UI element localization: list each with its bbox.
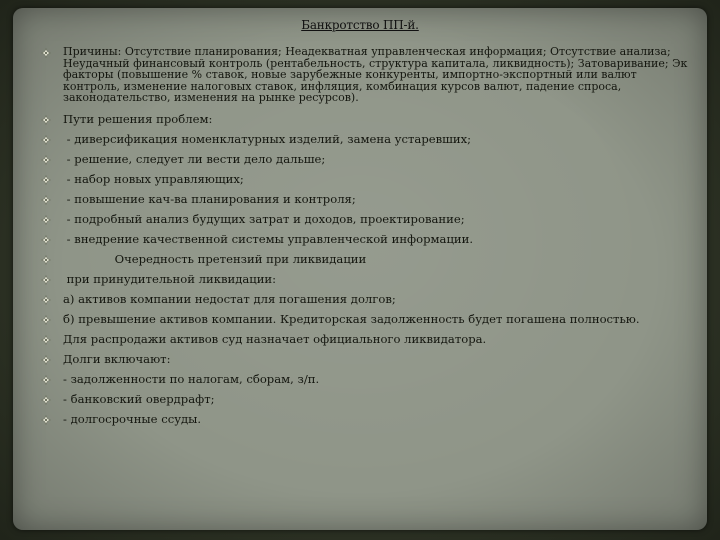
list-item-text: - подробный анализ будущих затрат и доходов, проектирование;: [63, 211, 465, 226]
flourish-bullet-icon: [41, 48, 51, 58]
list-item: [41, 209, 697, 229]
list-item: [41, 189, 697, 209]
list-item-text: при принудительной ликвидации:: [63, 271, 277, 286]
flourish-bullet-icon: [41, 275, 51, 285]
list-item: [41, 309, 697, 329]
list-item-text: - внедрение качественной системы управленческой информации.: [63, 231, 474, 246]
list-item-text: б) превышение активов компании. Кредиторская задолженность будет погашена полностью.: [63, 311, 640, 326]
flourish-bullet-icon: [41, 315, 51, 325]
list-item-text: - повышение кач-ва планирования и контроля;: [63, 191, 356, 206]
list-item: [41, 169, 697, 189]
flourish-bullet-icon: [41, 335, 51, 345]
list-item: [41, 409, 697, 429]
list-item: [41, 369, 697, 389]
flourish-bullet-icon: [41, 235, 51, 245]
list-item: [41, 249, 697, 269]
flourish-bullet-icon: [41, 175, 51, 185]
flourish-bullet-icon: [41, 215, 51, 225]
list-item-text: Очередность претензий при ликвидации: [63, 251, 367, 266]
flourish-bullet-icon: [41, 295, 51, 305]
list-item-text: Для распродажи активов суд назначает официального ликвидатора.: [63, 331, 487, 346]
list-item: [41, 389, 697, 409]
list-item-text: Пути решения проблем:: [63, 111, 213, 126]
slide-content: [41, 42, 697, 429]
list-item: [41, 109, 697, 129]
flourish-bullet-icon: [41, 395, 51, 405]
list-item-text: - решение, следует ли вести дело дальше;: [63, 151, 326, 166]
flourish-bullet-icon: [41, 255, 51, 265]
list-item-text: а) активов компании недостат для погашения долгов;: [63, 291, 396, 306]
list-item-text: Долги включают:: [63, 351, 171, 366]
list-item: [41, 289, 697, 309]
list-item-text: - долгосрочные ссуды.: [63, 411, 202, 426]
bullet-list: [41, 42, 697, 429]
flourish-bullet-icon: [41, 155, 51, 165]
slide-title: Банкротство ПП-й.: [301, 18, 419, 32]
flourish-bullet-icon: [41, 355, 51, 365]
slide: [13, 8, 707, 530]
list-item-text: Причины: Отсутствие планирования; Неадекватная управленческая информация; Отсутствие анализа; Неудачный финансовый контроль (рентабельность, структура капитала, ликвидность); Затоваривание; Эк факторы (повышение % ставок, новые зарубежные конкуренты, импортно-экспортный или валют контроль, изменение налоговых ставок, инфляция, комбинация курсов валют, падение спроса, законодательство, изменения на рынке ресурсов).: [63, 45, 688, 105]
list-item: [41, 42, 697, 104]
list-item: [41, 229, 697, 249]
flourish-bullet-icon: [41, 135, 51, 145]
list-item-text: - задолженности по налогам, сборам, з/п.: [63, 371, 320, 386]
list-item-text: - банковский овердрафт;: [63, 391, 215, 406]
list-item: [41, 129, 697, 149]
list-item: [41, 269, 697, 289]
flourish-bullet-icon: [41, 115, 51, 125]
list-item: [41, 329, 697, 349]
list-item: [41, 149, 697, 169]
flourish-bullet-icon: [41, 195, 51, 205]
list-item-text: - набор новых управляющих;: [63, 171, 244, 186]
list-item-text: - диверсификация номенклатурных изделий, замена устаревших;: [63, 131, 472, 146]
flourish-bullet-icon: [41, 415, 51, 425]
list-item: [41, 349, 697, 369]
flourish-bullet-icon: [41, 375, 51, 385]
